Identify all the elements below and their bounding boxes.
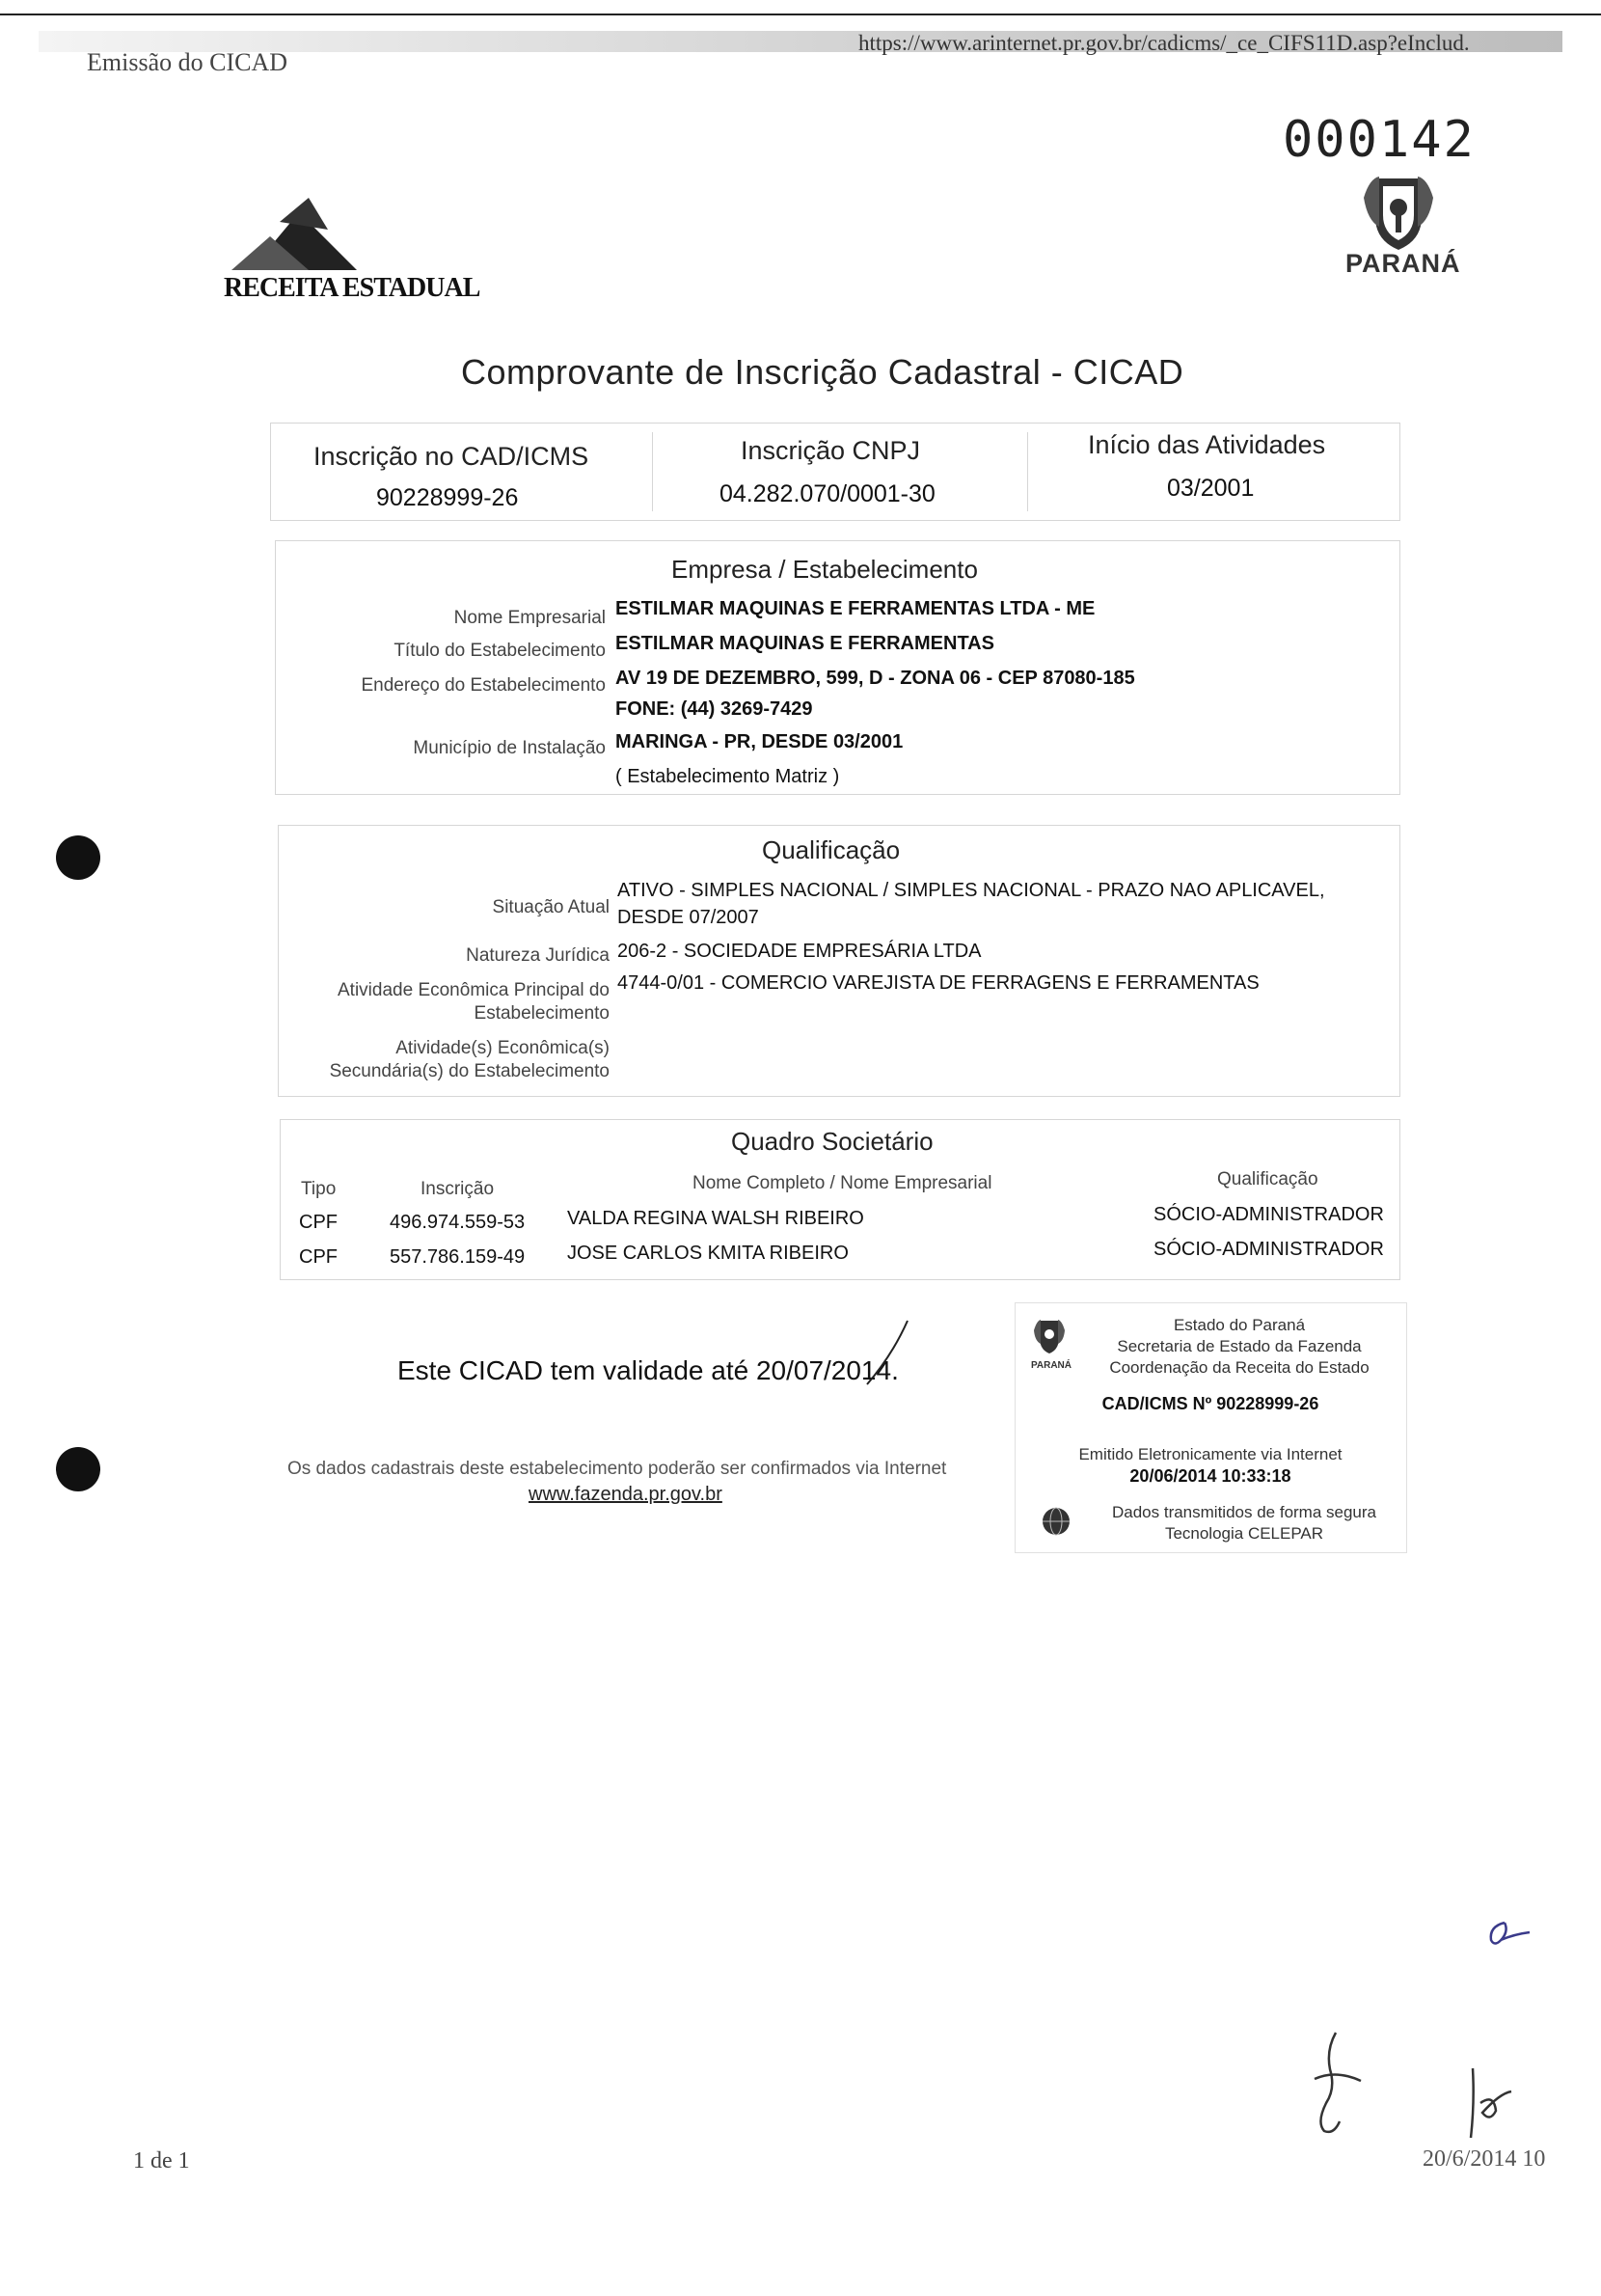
row-2-inscricao: 557.786.159-49	[390, 1246, 526, 1268]
endereco-value: AV 19 DE DEZEMBRO, 599, D - ZONA 06 - CEP 87080-185	[615, 668, 1135, 689]
browser-url: https://www.arinternet.pr.gov.br/cadicms/_ce_CIFS11D.asp?eInclud.	[858, 31, 1470, 55]
handwritten-signature	[1297, 2031, 1374, 2137]
titulo-label: Título do Estabelecimento	[393, 641, 606, 661]
validity-text: Este CICAD tem validade até 20/07/2014.	[397, 1355, 899, 1385]
row-1-tipo: CPF	[299, 1212, 338, 1233]
qualificacao-heading: Qualificação	[762, 835, 901, 864]
stamp-tecnologia: Tecnologia CELEPAR	[1164, 1524, 1324, 1543]
row-2-tipo: CPF	[299, 1246, 338, 1268]
inicio-value: 03/2001	[1167, 475, 1255, 502]
top-rule	[0, 14, 1601, 15]
natureza-label: Natureza Jurídica	[466, 945, 610, 966]
handwritten-mark	[1476, 1915, 1533, 1954]
col-qualificacao: Qualificação	[1217, 1169, 1318, 1189]
ids-divider	[652, 432, 653, 511]
titulo-value: ESTILMAR MAQUINAS E FERRAMENTAS	[615, 633, 994, 654]
empresa-heading: Empresa / Estabelecimento	[671, 555, 978, 584]
stamp-cad: CAD/ICMS Nº 90228999-26	[1101, 1394, 1319, 1413]
cnpj-label: Inscrição CNPJ	[741, 436, 921, 465]
stamp-datetime: 20/06/2014 10:33:18	[1129, 1466, 1291, 1486]
matriz-value: ( Estabelecimento Matriz )	[615, 766, 840, 787]
handwritten-initials	[1461, 2064, 1519, 2142]
fone-value: FONE: (44) 3269-7429	[615, 698, 813, 720]
cad-icms-label: Inscrição no CAD/ICMS	[313, 442, 589, 471]
atividade-label-1: Atividade Econômica Principal do	[338, 980, 610, 1000]
row-2-qualificacao: SÓCIO-ADMINISTRADOR	[1153, 1239, 1384, 1260]
natureza-value: 206-2 - SOCIEDADE EMPRESÁRIA LTDA	[617, 941, 982, 962]
stamp-line-3: Coordenação da Receita do Estado	[1109, 1358, 1370, 1377]
row-1-qualificacao: SÓCIO-ADMINISTRADOR	[1153, 1204, 1384, 1225]
ids-divider	[1027, 432, 1028, 511]
situacao-label: Situação Atual	[492, 897, 610, 917]
page-number: 1 de 1	[133, 2148, 190, 2173]
cad-icms-value: 90228999-26	[376, 484, 519, 511]
row-2-nome: JOSE CARLOS KMITA RIBEIRO	[567, 1243, 849, 1264]
handwritten-slash	[863, 1317, 911, 1389]
print-date: 20/6/2014 10	[1423, 2146, 1546, 2172]
hole-punch	[56, 835, 100, 880]
atividade-label-2: Estabelecimento	[474, 1003, 610, 1024]
stamp-emitido: Emitido Eletronicamente via Internet	[1078, 1445, 1343, 1463]
secundaria-label-1: Atividade(s) Econômica(s)	[395, 1038, 610, 1058]
col-nome: Nome Completo / Nome Empresarial	[692, 1173, 992, 1193]
fazenda-link[interactable]: www.fazenda.pr.gov.br	[529, 1484, 722, 1505]
stamp-line-1: Estado do Paraná	[1173, 1316, 1306, 1334]
cnpj-value: 04.282.070/0001-30	[719, 480, 936, 507]
col-inscricao: Inscrição	[421, 1179, 495, 1199]
hole-punch	[56, 1447, 100, 1491]
row-1-inscricao: 496.974.559-53	[390, 1212, 526, 1233]
celepar-globe-icon	[1040, 1505, 1072, 1538]
stamp-dados: Dados transmitidos de forma segura	[1111, 1503, 1377, 1521]
situacao-value-1: ATIVO - SIMPLES NACIONAL / SIMPLES NACIONAL - PRAZO NAO APLICAVEL,	[617, 880, 1325, 901]
situacao-value-2: DESDE 07/2007	[617, 907, 759, 928]
municipio-label: Município de Instalação	[413, 738, 606, 758]
secundaria-label-2: Secundária(s) do Estabelecimento	[329, 1061, 610, 1081]
document-number: 000142	[1283, 111, 1476, 169]
row-1-nome: VALDA REGINA WALSH RIBEIRO	[567, 1208, 864, 1229]
nome-label: Nome Empresarial	[453, 608, 606, 628]
receita-estadual-logo-icon	[212, 193, 386, 275]
col-tipo: Tipo	[301, 1179, 337, 1199]
nome-value: ESTILMAR MAQUINAS E FERRAMENTAS LTDA - ME	[615, 598, 1096, 619]
municipio-value: MARINGA - PR, DESDE 03/2001	[615, 731, 904, 752]
quadro-heading: Quadro Societário	[731, 1127, 934, 1156]
stamp-small-label: PARANÁ	[1030, 1360, 1072, 1371]
page-title: Comprovante de Inscrição Cadastral - CICAD	[461, 352, 1184, 392]
browser-page-title: Emissão do CICAD	[87, 48, 287, 76]
parana-coat-of-arms-icon	[1360, 169, 1437, 252]
atividade-value: 4744-0/01 - COMERCIO VAREJISTA DE FERRAGENS E FERRAMENTAS	[617, 972, 1260, 994]
footer-note: Os dados cadastrais deste estabelecimento poderão ser confirmados via Internet	[287, 1459, 947, 1479]
inicio-label: Início das Atividades	[1088, 430, 1326, 459]
parana-label: PARANÁ	[1345, 249, 1461, 278]
endereco-label: Endereço do Estabelecimento	[361, 675, 606, 696]
parana-coat-of-arms-small-icon	[1032, 1317, 1067, 1355]
stamp-line-2: Secretaria de Estado da Fazenda	[1117, 1337, 1362, 1355]
receita-estadual-label: RECEITA ESTADUAL	[224, 273, 480, 303]
